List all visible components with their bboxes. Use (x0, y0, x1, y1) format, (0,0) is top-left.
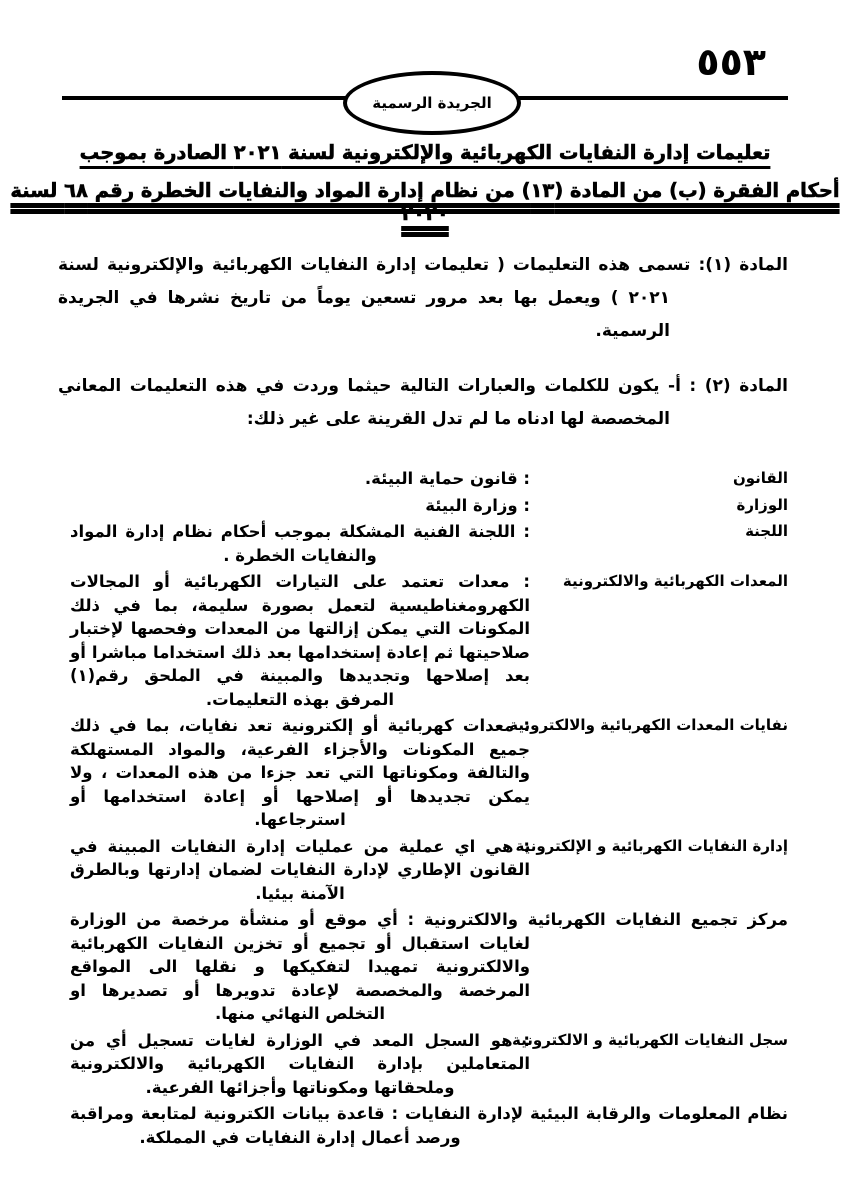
article-1 (58, 249, 788, 348)
gazette-oval (343, 71, 521, 135)
definition-row-collection-center (58, 908, 788, 1026)
article-1-label: المادة (١): (698, 255, 788, 275)
gazette-banner-text: الجريدة الرسمية (372, 94, 492, 112)
definition-row-waste-management (58, 835, 788, 906)
term-definition: : معدات كهربائية أو إلكترونية تعد نفايات، بما في ذلك جميع المكونات والأجزاء الفرعية، والمواد المستهلكة والتالفة ومكوناتها التي تعد جزءا من هذه المعدات ، ولا يمكن تجديدها أو إصلاحها أو إعادة استخدامها أو استرجاعها. (70, 716, 530, 829)
definition-row-equipment (58, 570, 788, 711)
term-label: الوزارة (736, 495, 788, 514)
term-definition: : معدات تعتمد على التيارات الكهربائية أو المجالات الكهرومغناطيسية لتعمل بصورة سليمة، بما في ذلك المكونات التي يمكن إزالتها من المعدات وفحصها لإختبار صلاحيتها ثم إعادة إستخدامها بعد ذلك استخداما مباشرا أو بعد إصلاحها وتجديدها والمبينة في الملحق رقم(١) المرفق بهذه التعليمات. (70, 572, 530, 709)
term-label: إدارة النفايات الكهربائية و الإلكترونية (515, 836, 788, 855)
term-label: اللجنة (745, 522, 788, 540)
term-definition: : أي موقع أو منشأة مرخصة من الوزارة لغايات استقبال أو تجميع أو تخزين النفايات الكهربائية والالكترونية تمهيدا لتفكيكها و نقلها الى المواقع المرخصة والمخصصة لإعادة تدويرها أو تصديرها او التخلص النهائي منها. (70, 910, 530, 1023)
document-title-line-1: تعليمات إدارة النفايات الكهربائية والإلكترونية لسنة ٢٠٢١ الصادرة بموجب (79, 141, 771, 164)
term-definition: : قاعدة بيانات الكترونية لمتابعة ومراقبة ورصد أعمال إدارة النفايات في المملكة. (70, 1104, 461, 1147)
term-definition: : هي اي عملية من عمليات إدارة النفايات المبينة في القانون الإطاري لإدارة النفايات لضمان إدارتها وبالطرق الآمنة بيئيا. (70, 836, 530, 903)
page-number: ٥٥٣ (696, 40, 766, 84)
term-label: سجل النفايات الكهربائية و الالكترونية (512, 1030, 788, 1049)
term-label: نظام المعلومات والرقابة البيئية لإدارة النفايات (404, 1104, 788, 1123)
term-definition: : وزارة البيئة (425, 495, 530, 515)
document-body (58, 249, 788, 1152)
definition-row-information-system (58, 1102, 788, 1149)
term-label: المعدات الكهربائية والالكترونية (562, 572, 788, 590)
definition-row-waste-register (58, 1029, 788, 1100)
definition-row-equipment-waste (58, 714, 788, 832)
term-label: مركز تجميع النفايات الكهربائية والالكترونية (423, 910, 789, 929)
term-definition: : هو السجل المعد في الوزارة لغايات تسجيل أي من المتعاملين بإدارة النفايات الكهربائية والالكترونية وملحقاتها ومكوناتها وأجزائها الفرعية. (70, 1030, 530, 1097)
term-definition: : اللجنة الفنية المشكلة بموجب أحكام نظام إدارة المواد والنفايات الخطرة . (70, 522, 530, 565)
document-title-line-2: أحكام الفقرة (ب) من المادة (١٣) من نظام إدارة المواد والنفايات الخطرة رقم ٦٨ لسنة ٢٠٢٠ (10, 179, 840, 225)
definition-row-law (58, 467, 788, 491)
definition-row-ministry (58, 494, 788, 518)
document-title (0, 141, 850, 240)
definition-row-committee (58, 520, 788, 567)
term-definition: : قانون حماية البيئة. (364, 469, 530, 488)
term-label: القانون (732, 469, 788, 487)
article-2-label: المادة (٢) : أ- (668, 376, 788, 396)
article-2-text: يكون للكلمات والعبارات التالية حيثما وردت في هذه التعليمات المعاني المخصصة لها ادناه ما لم تدل القرينة على غير ذلك: (58, 376, 670, 429)
definitions-list (58, 467, 788, 1149)
article-1-text: تسمى هذه التعليمات ( تعليمات إدارة النفايات الكهربائية والإلكترونية لسنة ٢٠٢١ ) ويعمل بها بعد مرور تسعين يوماً من تاريخ نشرها في الجريدة الرسمية. (58, 255, 691, 341)
article-2 (58, 370, 788, 436)
term-label: نفايات المعدات الكهربائية والالكترونية (509, 716, 788, 734)
